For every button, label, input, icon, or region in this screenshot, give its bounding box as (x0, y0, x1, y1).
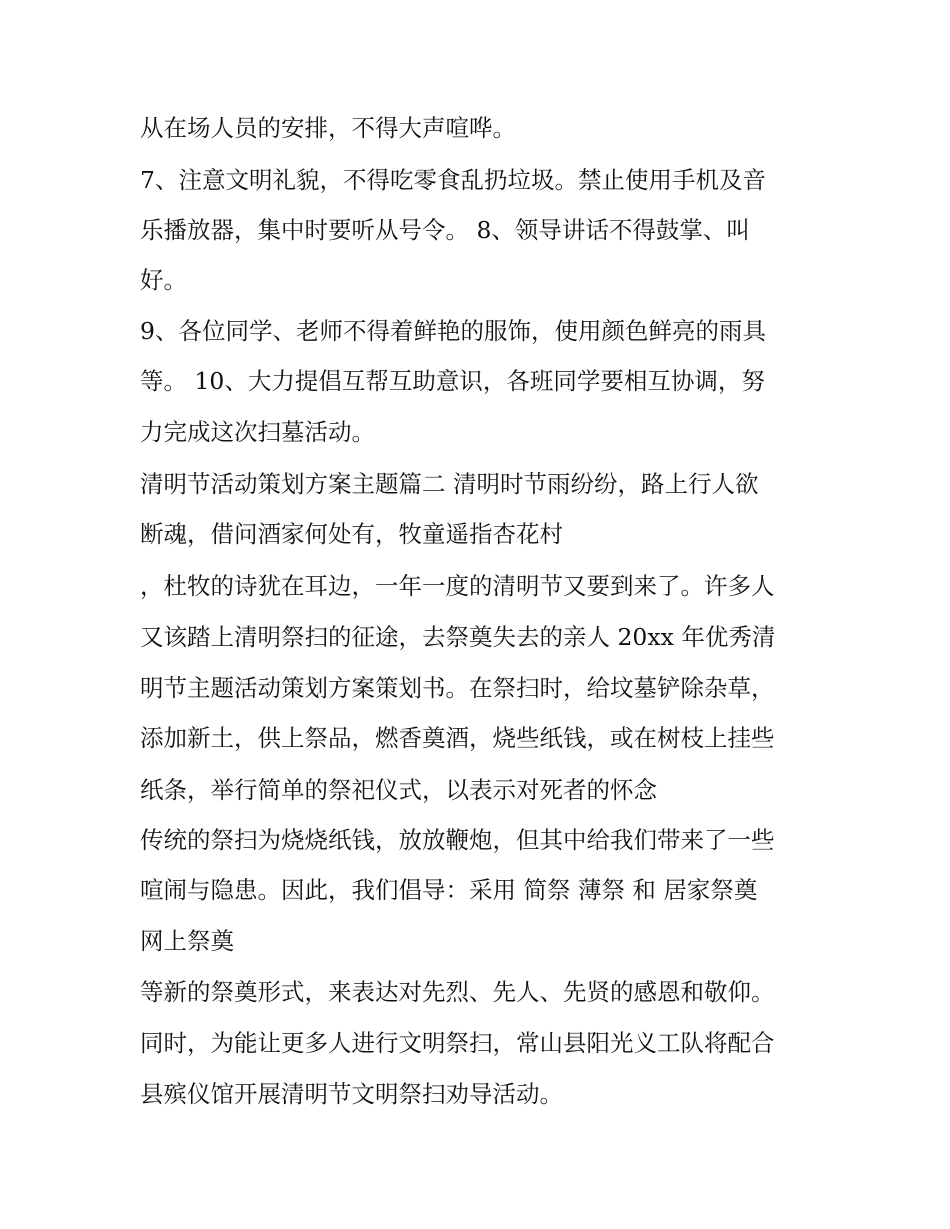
text-line: 断魂，借问酒家何处有，牧童遥指杏花村 (140, 520, 563, 548)
text-line: 传统的祭扫为烧烧纸钱，放放鞭炮，但其中给我们带来了一些 (140, 826, 775, 854)
text-line: 纸条，举行简单的祭祀仪式，以表示对死者的怀念 (140, 776, 657, 804)
text-line: 网上祭奠 (140, 927, 234, 955)
text-line: 等新的祭奠形式，来表达对先烈、先人、先贤的感恩和敬仰。 (140, 978, 775, 1006)
text-line: ，杜牧的诗犹在耳边，一年一度的清明节又要到来了。许多人 (140, 572, 775, 600)
text-line: 力完成这次扫墓活动。 (140, 418, 375, 446)
text-line: 喧闹与隐患。因此，我们倡导：采用 简祭 薄祭 和 居家祭奠 (140, 876, 758, 904)
text-line: 从在场人员的安排，不得大声喧哗。 (140, 114, 516, 142)
text-line: 同时，为能让更多人进行文明祭扫，常山县阳光义工队将配合 (140, 1029, 775, 1057)
text-line: 等。 10、大力提倡互帮互助意识，各班同学要相互协调，努 (140, 367, 765, 395)
text-line: 又该踏上清明祭扫的征途，去祭奠失去的亲人 20xx 年优秀清 (140, 623, 776, 651)
text-line: 清明节活动策划方案主题篇二 清明时节雨纷纷，路上行人欲 (140, 470, 759, 498)
text-line: 明节主题活动策划方案策划书。在祭扫时，给坟墓铲除杂草， (140, 674, 775, 702)
text-line: 9、各位同学、老师不得着鲜艳的服饰，使用颜色鲜亮的雨具 (140, 317, 766, 345)
text-line: 7、注意文明礼貌，不得吃零食乱扔垃圾。禁止使用手机及音 (140, 166, 766, 194)
text-line: 乐播放器，集中时要听从号令。 8、领导讲话不得鼓掌、叫 (140, 216, 750, 244)
text-line: 县殡仪馆开展清明节文明祭扫劝导活动。 (140, 1080, 563, 1108)
text-line: 好。 (140, 266, 187, 294)
text-line: 添加新土，供上祭品，燃香奠酒，烧些纸钱，或在树枝上挂些 (140, 724, 775, 752)
